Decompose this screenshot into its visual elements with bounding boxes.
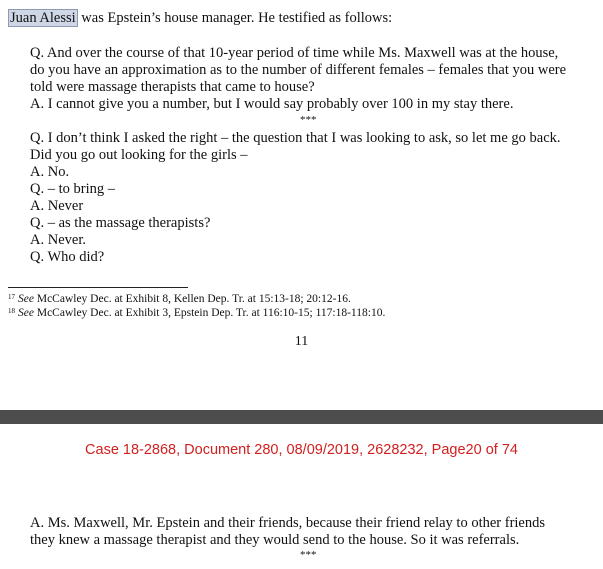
section-separator: *** (300, 549, 317, 561)
testimony-line: do you have an approximation as to the number of different females – females that you were (30, 62, 567, 78)
testimony-line: Q. Who did? (30, 249, 105, 265)
testimony-line: A. Never. (30, 232, 86, 248)
case-header: Case 18-2868, Document 280, 08/09/2019, 2628232, Page20 of 74 (85, 442, 518, 458)
testimony-line: A. I cannot give you a number, but I would say probably over 100 in my stay there. (30, 96, 514, 112)
highlighted-name[interactable]: Juan Alessi (10, 10, 76, 26)
document-page-next (0, 424, 603, 569)
testimony-line: Q. – as the massage therapists? (30, 215, 211, 231)
intro-line (8, 10, 392, 27)
testimony-line: A. Never (30, 198, 84, 214)
testimony-line: they knew a massage therapist and they would send to the house. So it was referrals. (30, 532, 520, 548)
footnote-text: McCawley Dec. at Exhibit 8, Kellen Dep. Tr. at 15:13-18; 20:12-16. (33, 293, 351, 305)
testimony-line: Did you go out looking for the girls – (30, 147, 248, 163)
testimony-line: Q. – to bring – (30, 181, 115, 197)
footnote-divider (8, 287, 188, 288)
footnote-18 (8, 307, 385, 320)
intro-text: was Epstein’s house manager. He testified as follows: (77, 10, 393, 26)
footnote-number: 17 (8, 293, 15, 301)
page-break-gap (0, 410, 603, 424)
testimony-line: Q. And over the course of that 10-year period of time while Ms. Maxwell was at the house, (30, 45, 559, 61)
footnote-signal: See (18, 307, 34, 319)
footnote-text: McCawley Dec. at Exhibit 3, Epstein Dep. Tr. at 116:10-15; 117:18-118:10. (33, 307, 386, 319)
testimony-line: Q. I don’t think I asked the right – the question that I was looking to ask, so let me go back. (30, 130, 561, 146)
footnote-17 (8, 293, 351, 306)
section-separator: *** (300, 114, 317, 126)
testimony-line: A. No. (30, 164, 70, 180)
footnote-signal: See (18, 293, 34, 305)
footnote-number: 18 (8, 307, 15, 315)
page-number: 11 (294, 334, 309, 349)
testimony-line: A. Ms. Maxwell, Mr. Epstein and their friends, because their friend relay to other friends (30, 515, 546, 531)
testimony-line: told were massage therapists that came to house? (30, 79, 315, 95)
